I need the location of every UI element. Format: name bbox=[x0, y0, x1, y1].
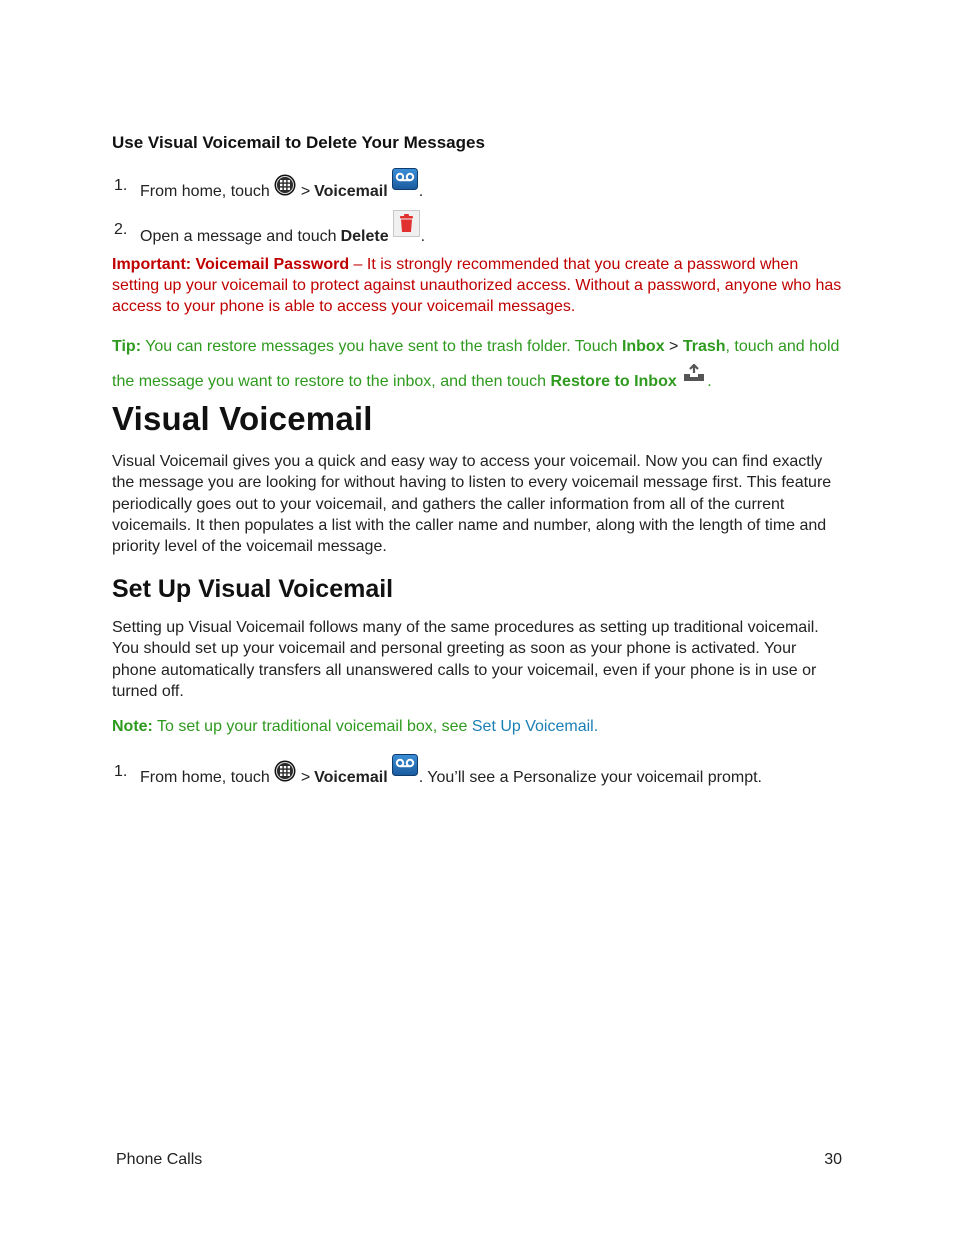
setup-paragraph: Setting up Visual Voicemail follows many of the same procedures as setting up traditional voicemail. You should set up your voicemail and personal greeting as soon as your phone is activated. Your phone automatically transfers all unanswered calls to your voicemail, even if your phone is in use or turned off. bbox=[112, 619, 819, 700]
intro-paragraph: Visual Voicemail gives you a quick and easy way to access your voicemail. Now you can find exactly the message you are looking for without having to listen to every voicemail message first. This feature periodically goes out to your voicemail, and gathers the caller information from all of the current voicemails. It then populates a list with the caller name and number, along with the length of time and priority level of the voicemail message. bbox=[112, 453, 832, 556]
tip-inbox: Inbox bbox=[621, 338, 665, 355]
note-label: Note: bbox=[112, 718, 153, 735]
footer-page-number: 30 bbox=[824, 1151, 842, 1168]
set-up-voicemail-link[interactable]: Set Up Voicemail. bbox=[471, 718, 599, 735]
tip-label: Tip: bbox=[112, 338, 142, 355]
important-note bbox=[112, 254, 842, 317]
section-subheading: Use Visual Voicemail to Delete Your Messages bbox=[112, 133, 485, 152]
apps-grid-icon bbox=[274, 760, 296, 788]
step-number: 2. bbox=[114, 221, 128, 238]
page-title: Visual Voicemail bbox=[112, 400, 373, 437]
step-separator: > bbox=[300, 769, 311, 786]
step-text: Open a message and touch bbox=[140, 228, 337, 245]
tip-note bbox=[112, 331, 842, 397]
step-text: From home, touch bbox=[140, 183, 270, 200]
note-text: To set up your traditional voicemail box, see bbox=[152, 718, 472, 735]
section-heading: Set Up Visual Voicemail bbox=[112, 575, 394, 603]
tip-text: You can restore messages you have sent to the trash folder. Touch bbox=[141, 338, 622, 355]
voicemail-icon bbox=[392, 754, 418, 782]
setup-note bbox=[112, 716, 842, 737]
tip-text-2: , touch and hold the message you want to restore to the inbox, and then touch bbox=[112, 338, 840, 390]
step-bold-term: Voicemail bbox=[314, 183, 388, 200]
step-2 bbox=[0, 210, 954, 245]
important-label: Important: Voicemail Password bbox=[112, 256, 350, 273]
step-separator: > bbox=[300, 183, 311, 200]
step-end: . You’ll see a Personalize your voicemail prompt. bbox=[418, 769, 762, 786]
step-end: . bbox=[418, 183, 424, 200]
step-number: 1. bbox=[114, 763, 128, 780]
step-text: From home, touch bbox=[140, 769, 270, 786]
voicemail-icon bbox=[392, 168, 418, 196]
step-end: . bbox=[420, 228, 426, 245]
setup-step-1 bbox=[0, 754, 954, 784]
step-bold-term: Voicemail bbox=[314, 769, 388, 786]
step-1 bbox=[0, 168, 954, 198]
tip-end: . bbox=[707, 373, 712, 390]
tip-restore: Restore to Inbox bbox=[550, 373, 677, 390]
restore-inbox-icon bbox=[682, 362, 706, 393]
tip-trash: Trash bbox=[682, 338, 726, 355]
step-bold-term: Delete bbox=[340, 228, 389, 245]
footer-section: Phone Calls bbox=[116, 1151, 203, 1168]
important-text: – It is strongly recommended that you create a password when setting up your voicemail to protect against unauthorized access. Without a password, anyone who has access to your phone is able to access your voicemail messages. bbox=[112, 256, 842, 315]
trash-icon bbox=[393, 210, 420, 243]
apps-grid-icon bbox=[274, 174, 296, 202]
tip-separator: > bbox=[664, 338, 683, 355]
step-number: 1. bbox=[114, 177, 128, 194]
